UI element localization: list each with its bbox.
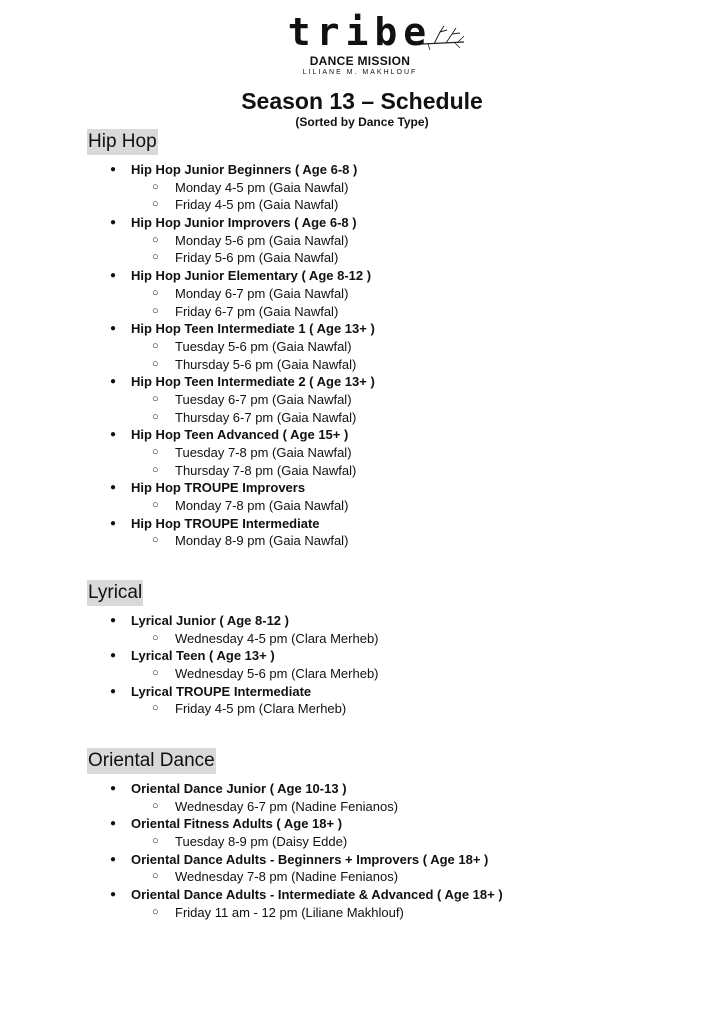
circle-bullet-icon: ○ — [152, 499, 159, 512]
class-row — [0, 886, 724, 904]
bullet-icon: ● — [110, 889, 117, 901]
session-text: Thursday 5-6 pm (Gaia Nawfal) — [175, 356, 357, 372]
session-item — [0, 409, 724, 427]
class-item — [0, 851, 724, 886]
session-item — [0, 833, 724, 851]
session-text: Tuesday 5-6 pm (Gaia Nawfal) — [175, 338, 352, 354]
session-item — [0, 303, 724, 321]
circle-bullet-icon: ○ — [152, 870, 159, 883]
session-item — [0, 249, 724, 267]
session-text: Wednesday 4-5 pm (Clara Merheb) — [175, 630, 379, 646]
session-text: Monday 6-7 pm (Gaia Nawfal) — [175, 285, 349, 301]
class-row — [0, 851, 724, 869]
circle-bullet-icon: ○ — [152, 905, 159, 918]
session-item — [0, 196, 724, 214]
class-item — [0, 214, 724, 267]
circle-bullet-icon: ○ — [152, 534, 159, 547]
session-text: Thursday 7-8 pm (Gaia Nawfal) — [175, 462, 357, 478]
session-item — [0, 798, 724, 816]
class-row — [0, 612, 724, 630]
class-row — [0, 267, 724, 285]
class-row — [0, 373, 724, 391]
session-item — [0, 444, 724, 462]
class-row — [0, 214, 724, 232]
class-item — [0, 515, 724, 550]
class-name: Oriental Fitness Adults ( Age 18+ ) — [131, 816, 343, 832]
section-heading-oriental-dance: Oriental Dance — [87, 748, 216, 774]
class-name: Lyrical TROUPE Intermediate — [131, 683, 312, 699]
session-text: Friday 6-7 pm (Gaia Nawfal) — [175, 303, 339, 319]
class-item — [0, 886, 724, 921]
session-list — [0, 665, 724, 683]
class-item — [0, 647, 724, 682]
session-text: Tuesday 7-8 pm (Gaia Nawfal) — [175, 445, 352, 460]
session-text: Thursday 6-7 pm (Gaia Nawfal) — [175, 409, 357, 425]
class-name: Hip Hop Junior Beginners ( Age 6-8 ) — [131, 162, 358, 177]
class-item — [0, 426, 724, 479]
circle-bullet-icon: ○ — [152, 799, 159, 812]
circle-bullet-icon: ○ — [152, 702, 159, 715]
circle-bullet-icon: ○ — [152, 631, 159, 644]
class-name: Hip Hop Teen Intermediate 2 ( Age 13+ ) — [131, 374, 375, 390]
session-list — [0, 868, 724, 886]
session-item — [0, 868, 724, 886]
session-text: Tuesday 6-7 pm (Gaia Nawfal) — [175, 391, 352, 407]
class-item — [0, 479, 724, 514]
session-list — [0, 904, 724, 922]
session-list — [0, 338, 724, 373]
class-row — [0, 320, 724, 338]
session-list — [0, 444, 724, 479]
session-text: Monday 4-5 pm (Gaia Nawfal) — [175, 179, 349, 195]
bullet-icon: ● — [110, 818, 117, 830]
session-text: Monday 8-9 pm (Gaia Nawfal) — [175, 533, 349, 549]
circle-bullet-icon: ○ — [152, 410, 159, 423]
page-subtitle: (Sorted by Dance Type) — [295, 115, 429, 129]
circle-bullet-icon: ○ — [152, 392, 159, 405]
bullet-icon: ● — [110, 685, 117, 697]
bullet-icon: ● — [110, 482, 117, 494]
session-text: Friday 5-6 pm (Gaia Nawfal) — [175, 250, 339, 266]
class-item — [0, 815, 724, 850]
session-text: Monday 5-6 pm (Gaia Nawfal) — [175, 232, 349, 248]
class-name: Hip Hop Teen Advanced ( Age 15+ ) — [131, 427, 349, 443]
bullet-icon: ● — [110, 650, 117, 662]
logo-wordmark — [287, 10, 433, 54]
circle-bullet-icon: ○ — [152, 251, 159, 264]
session-list — [0, 532, 724, 550]
session-item — [0, 497, 724, 515]
circle-bullet-icon: ○ — [152, 835, 159, 848]
circle-bullet-icon: ○ — [152, 339, 159, 352]
session-list — [0, 700, 724, 718]
circle-bullet-icon: ○ — [152, 667, 159, 680]
class-name: Oriental Dance Junior ( Age 10-13 ) — [131, 781, 347, 796]
bullet-icon: ● — [110, 615, 117, 626]
bullet-icon: ● — [110, 164, 117, 175]
tribe-logo — [280, 10, 440, 82]
circle-bullet-icon: ○ — [152, 357, 159, 370]
session-list — [0, 833, 724, 851]
session-item — [0, 356, 724, 374]
session-text: Monday 7-8 pm (Gaia Nawfal) — [175, 498, 349, 514]
session-item — [0, 532, 724, 550]
class-name: Hip Hop TROUPE Improvers — [131, 480, 306, 496]
bullet-icon: ● — [110, 783, 117, 794]
session-item — [0, 179, 724, 197]
bullet-icon: ● — [110, 270, 117, 282]
class-name: Hip Hop Junior Improvers ( Age 6-8 ) — [131, 215, 357, 231]
session-item — [0, 904, 724, 922]
class-item — [0, 373, 724, 426]
class-item — [0, 267, 724, 320]
tree-branch-icon — [420, 22, 466, 54]
circle-bullet-icon: ○ — [152, 198, 159, 211]
session-text: Tuesday 8-9 pm (Daisy Edde) — [175, 834, 348, 850]
session-text: Friday 4-5 pm (Gaia Nawfal) — [175, 197, 339, 213]
bullet-icon: ● — [110, 853, 117, 865]
session-item — [0, 462, 724, 480]
class-name: Lyrical Junior ( Age 8-12 ) — [131, 613, 289, 628]
class-item — [0, 161, 724, 214]
circle-bullet-icon: ○ — [152, 180, 159, 193]
session-list — [0, 391, 724, 426]
session-text: Friday 11 am - 12 pm (Liliane Makhlouf) — [175, 904, 404, 920]
class-item — [0, 612, 724, 647]
class-item — [0, 780, 724, 815]
section-heading-hip-hop: Hip Hop — [87, 129, 158, 155]
logo-wordmark-text: tribe — [287, 10, 433, 54]
class-item — [0, 683, 724, 718]
session-list — [0, 179, 724, 214]
class-item — [0, 320, 724, 373]
session-list — [0, 630, 724, 648]
circle-bullet-icon: ○ — [152, 463, 159, 476]
circle-bullet-icon: ○ — [152, 233, 159, 246]
bullet-icon: ● — [110, 376, 117, 388]
class-row — [0, 426, 724, 444]
circle-bullet-icon: ○ — [152, 286, 159, 299]
bullet-icon: ● — [110, 323, 117, 335]
class-name: Lyrical Teen ( Age 13+ ) — [131, 648, 275, 664]
class-row — [0, 683, 724, 701]
logo-dance-mission: DANCE MISSION — [309, 54, 411, 68]
session-text: Wednesday 7-8 pm (Nadine Fenianos) — [175, 869, 399, 885]
class-row — [0, 647, 724, 665]
session-item — [0, 700, 724, 718]
class-list-hip-hop — [0, 161, 724, 550]
page-title: Season 13 – Schedule — [241, 88, 483, 114]
section-heading-lyrical: Lyrical — [87, 580, 143, 606]
circle-bullet-icon: ○ — [152, 304, 159, 317]
class-name: Hip Hop TROUPE Intermediate — [131, 515, 320, 531]
session-list — [0, 798, 724, 816]
bullet-icon: ● — [110, 217, 117, 229]
session-list — [0, 285, 724, 320]
class-name: Hip Hop Teen Intermediate 1 ( Age 13+ ) — [131, 321, 375, 337]
session-text: Wednesday 6-7 pm (Nadine Fenianos) — [175, 798, 399, 814]
session-item — [0, 665, 724, 683]
class-row — [0, 815, 724, 833]
class-list-lyrical — [0, 612, 724, 718]
session-text: Wednesday 5-6 pm (Clara Merheb) — [175, 666, 379, 682]
class-row — [0, 515, 724, 533]
session-item — [0, 630, 724, 648]
class-row — [0, 780, 724, 798]
bullet-icon: ● — [110, 517, 117, 529]
class-name: Oriental Dance Adults - Intermediate & Advanced ( Age 18+ ) — [131, 887, 503, 903]
circle-bullet-icon: ○ — [152, 446, 159, 458]
session-list — [0, 497, 724, 515]
class-name: Oriental Dance Adults - Beginners + Improvers ( Age 18+ ) — [131, 851, 489, 867]
bullet-icon: ● — [110, 429, 117, 441]
session-item — [0, 285, 724, 303]
session-item — [0, 338, 724, 356]
session-list — [0, 232, 724, 267]
class-row — [0, 161, 724, 179]
session-item — [0, 391, 724, 409]
session-item — [0, 232, 724, 250]
session-text: Friday 4-5 pm (Clara Merheb) — [175, 701, 347, 717]
class-list-oriental-dance — [0, 780, 724, 922]
class-row — [0, 479, 724, 497]
logo-founder-name: LILIANE M. MAKHLOUF — [302, 69, 418, 76]
class-name: Hip Hop Junior Elementary ( Age 8-12 ) — [131, 268, 372, 284]
